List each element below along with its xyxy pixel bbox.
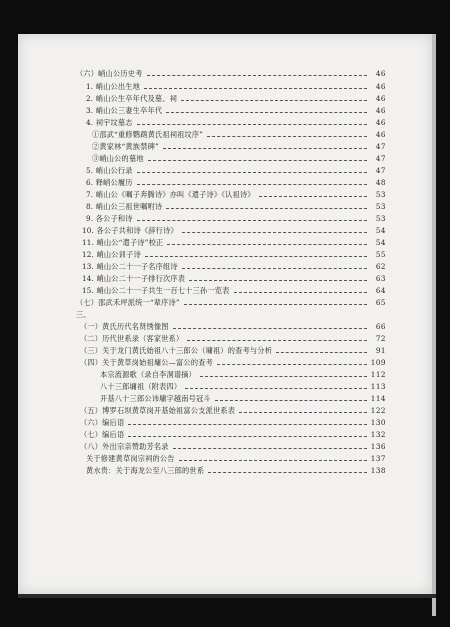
toc-entry — [82, 226, 386, 236]
toc-entry — [86, 106, 386, 116]
toc-entry-title: （七）编后语 — [80, 430, 125, 439]
toc-entry-title: （二）历代世系录（客家世系） — [80, 334, 184, 343]
toc-leader — [181, 100, 367, 101]
toc-entry-page: 137 — [370, 454, 386, 463]
toc-entry — [86, 214, 386, 224]
toc-entry — [100, 370, 386, 380]
toc-entry-title: 15. 峭山公二十一子共生一百七十三孙一览表 — [82, 286, 230, 295]
toc-entry-page: 130 — [370, 418, 386, 427]
toc-entry-title: 13. 峭山公二十一子名序组诗 — [82, 262, 178, 271]
toc-entry-page: 48 — [375, 178, 386, 187]
toc-entry-page: 53 — [375, 214, 386, 223]
toc-leader — [182, 232, 367, 233]
toc-entry-page: 64 — [375, 286, 386, 295]
toc-leader — [128, 436, 367, 437]
toc-entry-title: （七）邵武禾坪派统一“辈序诗” — [76, 298, 180, 307]
toc-entry-page: 54 — [375, 226, 386, 235]
toc-entry-page: 55 — [375, 250, 386, 259]
toc-entry — [86, 466, 386, 476]
toc-entry-page: 53 — [375, 202, 386, 211]
toc-entry-page: 91 — [375, 346, 386, 355]
toc-entry-title: 黄水贵：关于海龙公至八三郎的世系 — [86, 466, 205, 475]
toc-entry — [80, 430, 386, 440]
toc-entry-title: 开基八十三郎公讳墉字越南号冠斗 — [100, 394, 211, 403]
toc-entry-title: （四）关于黄草岗始祖墉公—富公的查考 — [80, 358, 213, 367]
toc-entry-page: 138 — [370, 466, 386, 475]
toc-entry-title: （五）博罗石坝黄草岗开基始祖富公支派世系表 — [80, 406, 236, 415]
toc-leader — [185, 388, 367, 389]
toc-entry-title: 关于修建黄草岗宗祠的公告 — [86, 454, 175, 463]
toc-entry-title: 1. 峭山公出生地 — [86, 82, 141, 91]
toc-entry — [80, 346, 386, 356]
toc-entry-title: ③峭山公的墓地 — [92, 154, 144, 163]
toc-entry-page: 136 — [370, 442, 386, 451]
toc-leader — [179, 460, 367, 461]
toc-entry-page: 122 — [370, 406, 386, 415]
toc-leader — [276, 352, 367, 353]
toc-entry-page: 47 — [375, 166, 386, 175]
toc-leader — [173, 328, 367, 329]
toc-entry — [86, 178, 386, 188]
toc-entry-title: ①邵武“重修鹦鹉黄氏祖祠祖坟序” — [92, 130, 204, 139]
toc-leader — [234, 292, 368, 293]
toc-entry-title: ②黄家林“黄族禁碑” — [92, 142, 159, 151]
toc-entry — [80, 358, 386, 368]
toc-entry-title: 3. 峭山公三妻生卒年代 — [86, 106, 163, 115]
toc-entry-page: 62 — [375, 262, 386, 271]
toc-entry-title: 三、 — [76, 310, 91, 319]
toc-entry-title: 5. 峭山公行录 — [86, 166, 133, 175]
toc-entry-title: （六）峭山公历史考 — [76, 69, 143, 78]
toc-leader — [207, 136, 367, 137]
toc-entry-page: 46 — [375, 118, 386, 127]
toc-leader — [163, 148, 367, 149]
toc-leader — [148, 160, 367, 161]
toc-entry-title: 7. 峭山公《嘱子奔腾诗》亦叫《遣子诗》《认祖诗》 — [86, 190, 255, 199]
toc-leader — [187, 340, 367, 341]
toc-leader — [147, 75, 368, 76]
toc-leader — [166, 208, 367, 209]
toc-entry — [86, 202, 386, 212]
toc-entry-page: 63 — [375, 274, 386, 283]
toc-entry-page: 46 — [375, 82, 386, 91]
toc-entry — [80, 322, 386, 332]
toc-leader — [145, 256, 367, 257]
toc-entry — [82, 238, 386, 248]
toc-entry — [82, 286, 386, 296]
toc-entry-title: 4. 祠宇坟墓志 — [86, 118, 133, 127]
toc-entry — [86, 454, 386, 464]
toc-leader — [217, 364, 367, 365]
toc-entry-title: 本宗流源歌（录自李洞谱摘） — [100, 370, 197, 379]
toc-entry-page: 47 — [375, 142, 386, 151]
toc-entry — [86, 118, 386, 128]
toc-entry — [76, 298, 386, 308]
toc-entry-title: 八十三郎墉祖（附表四） — [100, 382, 182, 391]
toc-entry-page: 46 — [375, 69, 386, 78]
toc-entry-page: 46 — [375, 130, 386, 139]
toc-leader — [215, 400, 367, 401]
toc-entry-title: 14. 峭山公二十一子排行次序表 — [82, 274, 186, 283]
toc-entry-title: （三）关于龙门黄氏始祖八十三郎公（墉祖）的查考与分析 — [80, 346, 273, 355]
toc-entry-page: 113 — [370, 382, 386, 391]
toc-entry-title: 11. 峭山公“遣子诗”校正 — [82, 238, 164, 247]
toc-entry-title: （八）外出宗亲赞助芳名录 — [80, 442, 169, 451]
toc-entry-title: （一）黄氏历代名贤绣像图 — [80, 322, 169, 331]
toc-entry — [80, 442, 386, 452]
toc-leader — [189, 280, 367, 281]
toc-leader — [137, 172, 367, 173]
toc-entry-page: 46 — [375, 106, 386, 115]
toc-leader — [166, 112, 367, 113]
toc-leader — [182, 268, 367, 269]
toc-entry-page: 66 — [375, 322, 386, 331]
toc-entry — [80, 418, 386, 428]
toc-entry — [86, 190, 386, 200]
toc-leader — [128, 424, 367, 425]
toc-entry-title: 10. 各公子共和诗《辞行诗》 — [82, 226, 178, 235]
toc-entry-title: （六）编后语 — [80, 418, 125, 427]
toc-entry-page: 112 — [370, 370, 386, 379]
toc-entry — [82, 274, 386, 284]
toc-entry-page: 114 — [370, 394, 386, 403]
toc-entry — [76, 69, 386, 79]
toc-entry — [86, 82, 386, 92]
toc-entry-title: 2. 峭山公生卒年代及墓、祠 — [86, 94, 178, 103]
toc-leader — [137, 124, 367, 125]
toc-entry-page: 53 — [375, 190, 386, 199]
toc-entry — [100, 394, 386, 404]
toc-entry — [80, 334, 386, 344]
toc-entry-title: 12. 峭山公训子诗 — [82, 250, 141, 259]
toc-leader — [167, 244, 367, 245]
toc-entry — [82, 262, 386, 272]
toc-entry — [82, 250, 386, 260]
toc-leader — [137, 184, 367, 185]
toc-leader — [184, 304, 367, 305]
toc-entry-page: 46 — [375, 94, 386, 103]
toc-entry — [92, 142, 386, 152]
toc-entry-page: 72 — [375, 334, 386, 343]
toc-leader — [200, 376, 367, 377]
toc-leader — [208, 472, 367, 473]
toc-leader — [259, 196, 367, 197]
toc-entry-page: 132 — [370, 430, 386, 439]
toc-entry-page: 54 — [375, 238, 386, 247]
toc-entry-title: 8. 峭山公三祖世嘱咐诗 — [86, 202, 163, 211]
toc-entry — [100, 382, 386, 392]
toc-entry — [92, 130, 386, 140]
toc-entry — [80, 406, 386, 416]
toc-entry-title: 6. 释峭公履历 — [86, 178, 133, 187]
toc-section-heading — [76, 310, 386, 320]
toc-leader — [137, 220, 367, 221]
toc-entry-page: 109 — [370, 358, 386, 367]
toc-leader — [144, 88, 367, 89]
toc-entry-page: 65 — [375, 298, 386, 307]
toc-entry-page: 47 — [375, 154, 386, 163]
toc-entry — [92, 154, 386, 164]
toc-entry — [86, 94, 386, 104]
toc-leader — [239, 412, 367, 413]
toc-entry-title: 9. 各公子和诗 — [86, 214, 133, 223]
toc-entry — [86, 166, 386, 176]
toc-leader — [173, 448, 367, 449]
